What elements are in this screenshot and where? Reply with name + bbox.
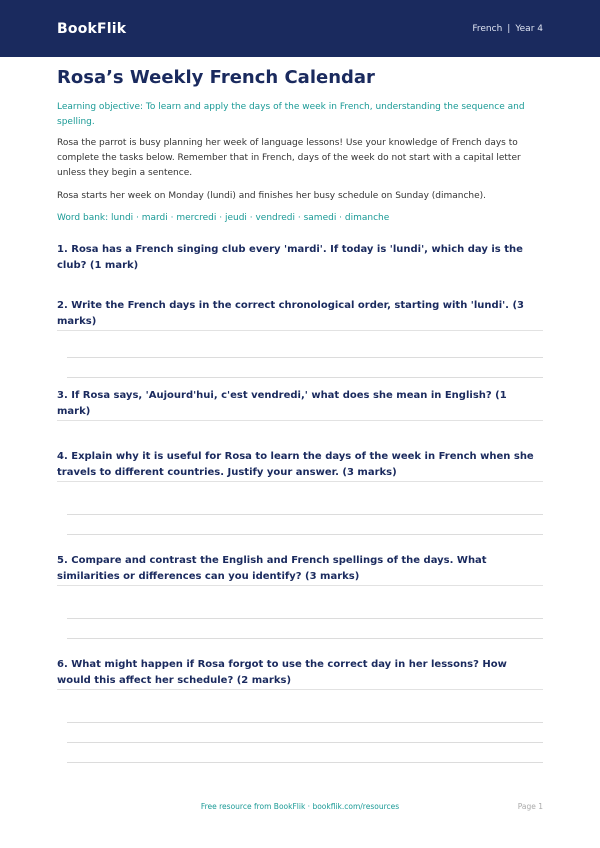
page-number: Page 1 — [517, 802, 543, 811]
year-label: Year 4 — [515, 23, 543, 34]
answer-lines-6 — [67, 722, 543, 763]
answer-line[interactable] — [67, 514, 543, 515]
question-6: 6. What might happen if Rosa forgot to use the correct day in her lessons? How would this affect her schedule? (2 marks) — [57, 657, 543, 690]
learning-objective: Learning objective: To learn and apply the days of the week in French, understanding the sequence and spelling. — [57, 102, 525, 128]
answer-lines-5 — [67, 618, 543, 639]
question-5: 5. Compare and contrast the English and French spellings of the days. What similarities or differences can you identify? (3 marks) — [57, 553, 543, 586]
answer-lines-4 — [67, 514, 543, 535]
answer-line[interactable] — [67, 762, 543, 763]
answer-line[interactable] — [67, 638, 543, 639]
page-title: Rosa’s Weekly French Calendar — [57, 67, 375, 88]
footer-credit-link[interactable]: Free resource from BookFlik · bookflik.com/resources — [200, 802, 400, 811]
page-header — [0, 0, 600, 57]
worksheet-body — [0, 66, 600, 763]
intro-paragraph: Rosa the parrot is busy planning her week of language lessons! Use your knowledge of French days to complete the tasks below. Remember that in French, days of the week do not start with a capital letter unless they begin a sentence. — [57, 138, 521, 179]
question-3: 3. If Rosa says, 'Aujourd'hui, c'est vendredi,' what does she mean in English? (1 mark) — [57, 388, 543, 421]
answer-line[interactable] — [67, 357, 543, 358]
word-bank: Word bank: lundi · mardi · mercredi · jeudi · vendredi · samedi · dimanche — [57, 213, 390, 224]
answer-line[interactable] — [67, 618, 543, 619]
meta-separator: | — [507, 23, 511, 34]
answer-line[interactable] — [67, 534, 543, 535]
brand-logo-text: BookFlik — [57, 20, 127, 37]
question-4: 4. Explain why it is useful for Rosa to learn the days of the week in French when she travels to different countries. Justify your answer. (3 marks) — [57, 449, 543, 482]
answer-line[interactable] — [67, 377, 543, 378]
header-meta — [472, 24, 543, 34]
page-footer — [0, 802, 600, 814]
question-1: 1. Rosa has a French singing club every 'mardi'. If today is 'lundi', which day is the club? (1 mark) — [57, 244, 523, 272]
answer-line[interactable] — [67, 742, 543, 743]
subject-label: French — [472, 23, 503, 34]
schedule-paragraph: Rosa starts her week on Monday (lundi) and finishes her busy schedule on Sunday (dimanche). — [57, 191, 487, 202]
question-2: 2. Write the French days in the correct chronological order, starting with 'lundi'. (3 marks) — [57, 298, 543, 331]
answer-line[interactable] — [67, 722, 543, 723]
answer-lines-2 — [67, 357, 543, 378]
